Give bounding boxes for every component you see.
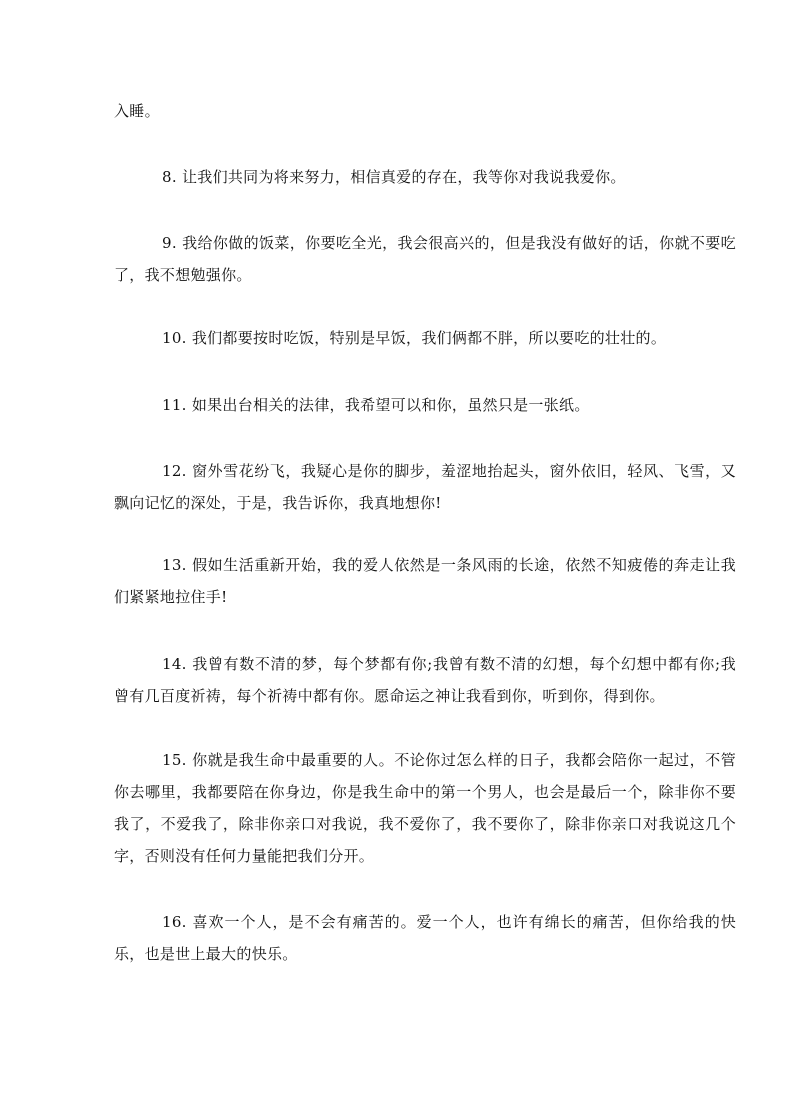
paragraph-16: 16. 喜欢一个人，是不会有痛苦的。爱一个人，也许有绵长的痛苦，但你给我的快乐，也是世上最大的快乐。	[114, 913, 736, 963]
paragraph-10: 10. 我们都要按时吃饭，特别是早饭，我们俩都不胖，所以要吃的壮壮的。	[162, 329, 667, 347]
paragraph-9: 9. 我给你做的饭菜，你要吃全光，我会很高兴的，但是我没有做好的话，你就不要吃了，我不想勉强你。	[114, 234, 736, 284]
paragraph-13: 13. 假如生活重新开始，我的爱人依然是一条风雨的长途，依然不知疲倦的奔走让我们紧紧地拉住手!	[114, 556, 736, 606]
paragraph-continuation: 入睡。	[114, 102, 160, 120]
paragraph-15: 15. 你就是我生命中最重要的人。不论你过怎么样的日子，我都会陪你一起过，不管你去哪里，我都要陪在你身边，你是我生命中的第一个男人，也会是最后一个，除非你不要我了，不爱我了，除非你亲口对我说，我不爱你了，我不要你了，除非你亲口对我说这几个字，否则没有任何力量能把我们分开。	[114, 751, 736, 865]
paragraph-8: 8. 让我们共同为将来努力，相信真爱的存在，我等你对我说我爱你。	[162, 168, 626, 186]
paragraph-14: 14. 我曾有数不清的梦，每个梦都有你;我曾有数不清的幻想，每个幻想中都有你;我曾有几百度祈祷，每个祈祷中都有你。愿命运之神让我看到你，听到你，得到你。	[114, 655, 736, 705]
paragraph-11: 11. 如果出台相关的法律，我希望可以和你，虽然只是一张纸。	[162, 396, 590, 414]
paragraph-12: 12. 窗外雪花纷飞，我疑心是你的脚步，羞涩地抬起头，窗外依旧，轻风、飞雪，又飘向记忆的深处，于是，我告诉你，我真地想你!	[114, 462, 736, 512]
